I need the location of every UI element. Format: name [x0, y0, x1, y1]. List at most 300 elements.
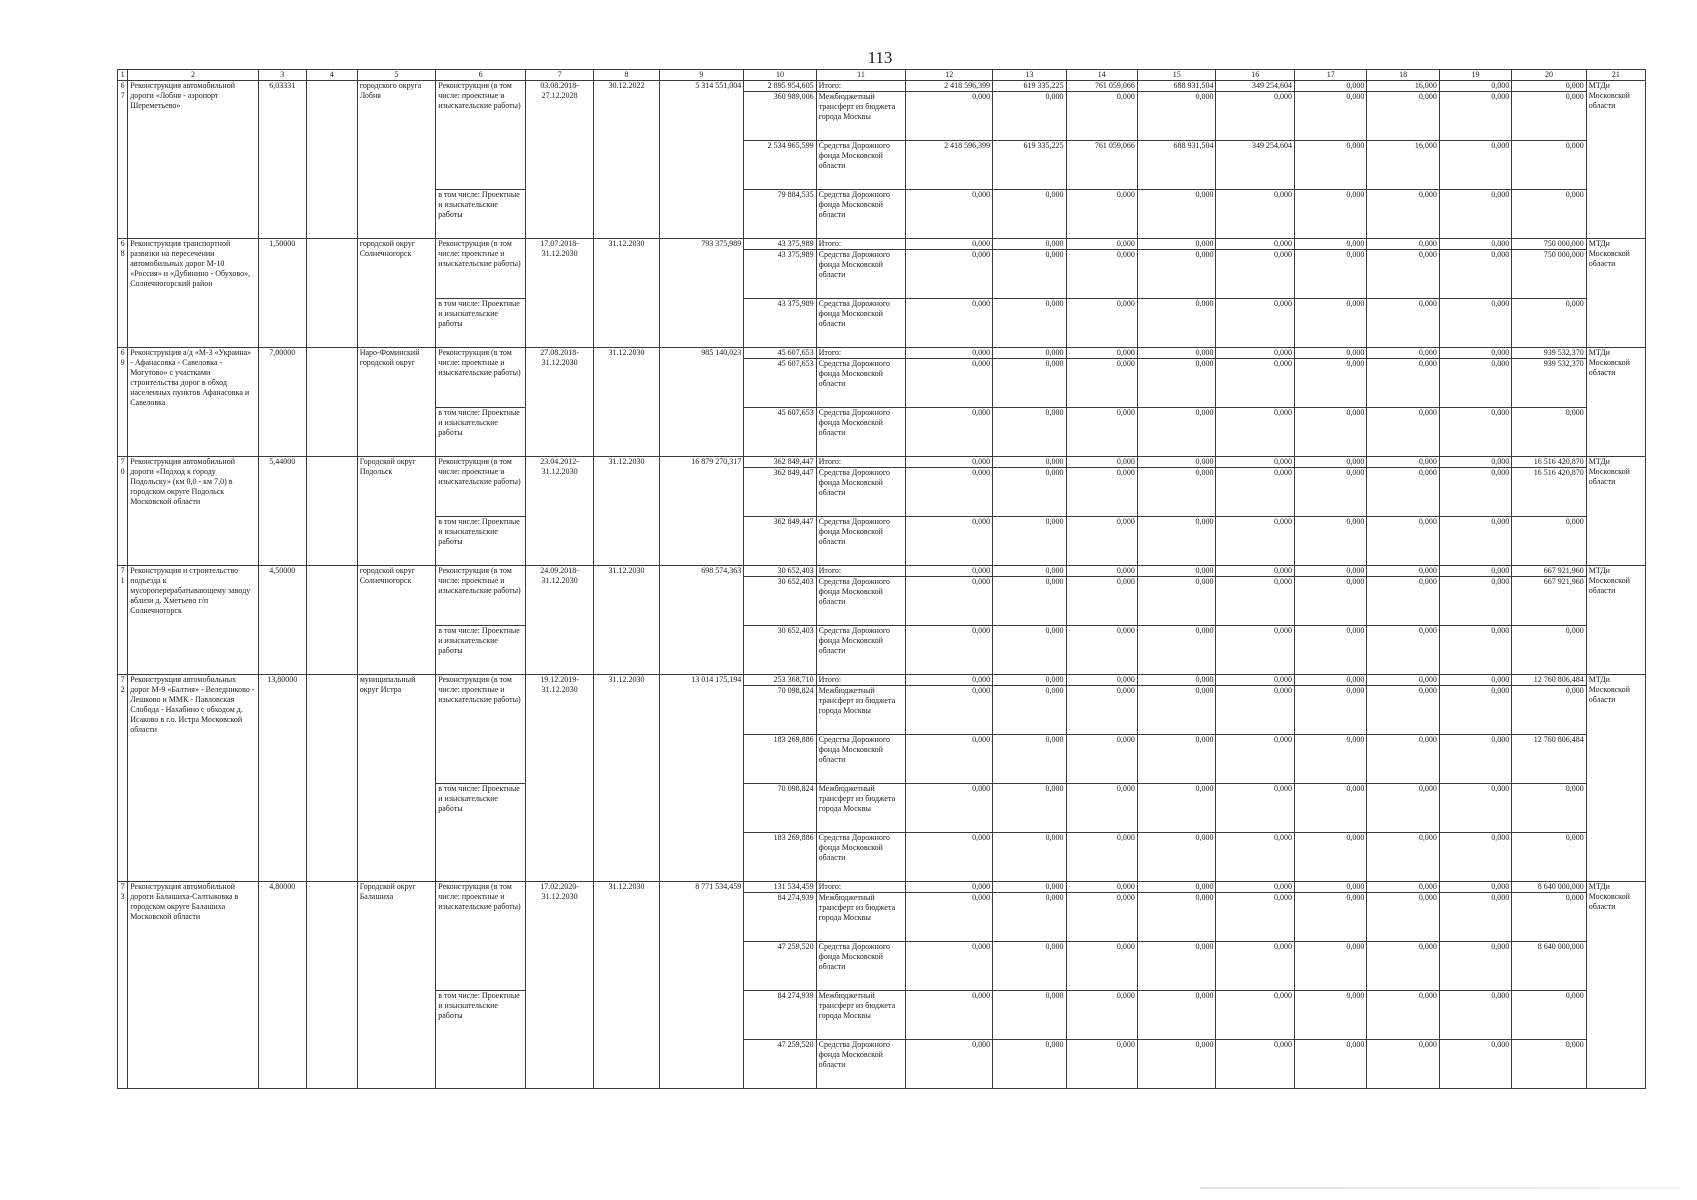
column-number: 16: [1216, 70, 1295, 81]
row-sum: 360 989,006: [744, 92, 816, 141]
total-sum: 2 895 954,605: [744, 81, 816, 92]
amount-cell: 0,000: [993, 359, 1066, 408]
customer-name: МТДи Московской области: [1586, 81, 1645, 239]
amount-cell: 0,000: [993, 92, 1066, 141]
customer-name: МТДи Московской области: [1586, 675, 1645, 882]
funding-source: Межбюджетный трансферт из бюджета города Москвы: [816, 991, 906, 1040]
amount-cell: 0,000: [1367, 882, 1439, 893]
amount-cell: 0,000: [1512, 81, 1586, 92]
work-type-main: Реконструкция (в том числе: проектные и изыскательские работы): [436, 457, 526, 517]
amount-cell: 667 921,960: [1512, 566, 1586, 577]
amount-cell: 0,000: [1137, 250, 1216, 299]
amount-cell: 0,000: [1294, 348, 1366, 359]
amount-cell: 0,000: [1439, 942, 1511, 991]
column-number-row: [118, 70, 1646, 81]
amount-cell: 0,000: [1216, 784, 1295, 833]
total-label: Итого:: [816, 348, 906, 359]
amount-cell: 0,000: [1439, 299, 1511, 348]
amount-cell: 0,000: [1066, 190, 1137, 239]
amount-cell: 0,000: [1512, 833, 1586, 882]
amount-cell: 0,000: [1367, 239, 1439, 250]
amount-cell: 0,000: [906, 239, 993, 250]
amount-cell: 0,000: [1066, 517, 1137, 566]
cost-value: 8 771 534,459: [659, 882, 744, 1089]
amount-cell: 688 931,504: [1137, 81, 1216, 92]
work-type-main: Реконструкция (в том числе: проектные и изыскательские работы): [436, 81, 526, 190]
amount-cell: 0,000: [1439, 239, 1511, 250]
object-name: Реконструкция транспортной развязки на пересечении автомобильных дорог М-10 «Россия» и «Дубинино - Обухово», Солнечногорский район: [128, 239, 259, 348]
amount-cell: 0,000: [1137, 348, 1216, 359]
row-sum: 362 849,447: [744, 517, 816, 566]
amount-cell: 0,000: [1066, 675, 1137, 686]
amount-cell: 0,000: [1137, 942, 1216, 991]
amount-cell: 750 000,000: [1512, 239, 1586, 250]
amount-cell: 0,000: [1137, 239, 1216, 250]
row-sum: 43 375,989: [744, 299, 816, 348]
column-number: 19: [1439, 70, 1511, 81]
amount-cell: 0,000: [1439, 577, 1511, 626]
amount-cell: 0,000: [1066, 833, 1137, 882]
amount-cell: 0,000: [1367, 686, 1439, 735]
funding-source: Межбюджетный трансферт из бюджета города Москвы: [816, 784, 906, 833]
amount-cell: 939 532,370: [1512, 359, 1586, 408]
amount-cell: 0,000: [1137, 92, 1216, 141]
amount-cell: 0,000: [1367, 893, 1439, 942]
total-sum: 131 534,459: [744, 882, 816, 893]
end-date: 31.12.2030: [594, 457, 659, 566]
amount-cell: 688 931,504: [1137, 141, 1216, 190]
work-type-main: Реконструкция (в том числе: проектные и изыскательские работы): [436, 239, 526, 299]
amount-cell: 0,000: [1294, 1040, 1366, 1089]
funding-source: Средства Дорожного фонда Московской области: [816, 577, 906, 626]
row-sum: 2 534 965,599: [744, 141, 816, 190]
total-label: Итого:: [816, 239, 906, 250]
cost-value: 16 879 270,317: [659, 457, 744, 566]
amount-cell: 0,000: [1367, 675, 1439, 686]
amount-cell: 0,000: [1137, 1040, 1216, 1089]
amount-cell: 0,000: [993, 348, 1066, 359]
amount-cell: 0,000: [906, 675, 993, 686]
amount-cell: 0,000: [993, 299, 1066, 348]
amount-cell: 0,000: [1367, 190, 1439, 239]
amount-cell: 0,000: [906, 190, 993, 239]
amount-cell: 0,000: [1216, 408, 1295, 457]
row-number: 71: [118, 566, 128, 675]
amount-cell: 0,000: [1216, 626, 1295, 675]
amount-cell: 0,000: [1367, 991, 1439, 1040]
amount-cell: 0,000: [1512, 784, 1586, 833]
row-sum: 43 375,989: [744, 250, 816, 299]
amount-cell: 0,000: [1066, 577, 1137, 626]
column-number: 13: [993, 70, 1066, 81]
amount-cell: 0,000: [1294, 359, 1366, 408]
period-dates: 27.08.2018-31.12.2030: [525, 348, 593, 457]
amount-cell: 8 640 000,000: [1512, 882, 1586, 893]
amount-cell: 0,000: [1367, 566, 1439, 577]
amount-cell: 0,000: [1066, 299, 1137, 348]
amount-cell: 8 640 000,000: [1512, 942, 1586, 991]
row-sum: 45 607,653: [744, 408, 816, 457]
end-date: 31.12.2030: [594, 882, 659, 1089]
table-row: [118, 239, 1646, 250]
amount-cell: 0,000: [1066, 784, 1137, 833]
amount-cell: 0,000: [1439, 833, 1511, 882]
amount-cell: 0,000: [1066, 566, 1137, 577]
amount-cell: 0,000: [1294, 577, 1366, 626]
amount-cell: 0,000: [1216, 675, 1295, 686]
total-sum: 45 607,653: [744, 348, 816, 359]
work-type-main: Реконструкция (в том числе: проектные и изыскательские работы): [436, 882, 526, 991]
amount-cell: 0,000: [1294, 299, 1366, 348]
amount-cell: 349 254,604: [1216, 81, 1295, 92]
work-type-sub: в том числе: Проектные и изыскательские работы: [436, 190, 526, 239]
amount-cell: 0,000: [1216, 250, 1295, 299]
amount-cell: 0,000: [1439, 359, 1511, 408]
amount-cell: 0,000: [1294, 882, 1366, 893]
amount-cell: 16,000: [1367, 141, 1439, 190]
funding-source: Средства Дорожного фонда Московской области: [816, 1040, 906, 1089]
column-number: 14: [1066, 70, 1137, 81]
amount-cell: 0,000: [906, 408, 993, 457]
amount-cell: 0,000: [1439, 626, 1511, 675]
amount-cell: 0,000: [1439, 566, 1511, 577]
amount-cell: 0,000: [1294, 991, 1366, 1040]
amount-cell: 0,000: [906, 92, 993, 141]
customer-name: МТДи Московской области: [1586, 348, 1645, 457]
column-number: 8: [594, 70, 659, 81]
amount-cell: 0,000: [1137, 675, 1216, 686]
column-number: 10: [744, 70, 816, 81]
funding-source: Средства Дорожного фонда Московской области: [816, 833, 906, 882]
row-sum: 84 274,939: [744, 893, 816, 942]
amount-cell: 0,000: [1216, 942, 1295, 991]
total-label: Итого:: [816, 882, 906, 893]
amount-cell: 0,000: [1439, 141, 1511, 190]
total-label: Итого:: [816, 81, 906, 92]
amount-cell: 0,000: [1216, 190, 1295, 239]
amount-cell: 0,000: [1137, 735, 1216, 784]
amount-cell: 0,000: [1439, 784, 1511, 833]
row-sum: 30 652,403: [744, 626, 816, 675]
amount-cell: 0,000: [1294, 784, 1366, 833]
total-sum: 362 849,447: [744, 457, 816, 468]
amount-cell: 0,000: [1367, 577, 1439, 626]
amount-cell: 0,000: [993, 239, 1066, 250]
amount-cell: 0,000: [1439, 190, 1511, 239]
amount-cell: 0,000: [1512, 991, 1586, 1040]
amount-cell: 0,000: [1294, 468, 1366, 517]
object-name: Реконструкция а/д «М-3 «Украина» - Афанасовка - Савеловка - Могутово» с участками строительства дорог в обход населенных пунктов Афанасовка и Савеловка: [128, 348, 259, 457]
period-dates: 19.12.2019-31.12.2030: [525, 675, 593, 882]
amount-cell: 0,000: [1512, 517, 1586, 566]
amount-cell: 0,000: [1216, 92, 1295, 141]
amount-cell: 0,000: [993, 1040, 1066, 1089]
funding-source: Средства Дорожного фонда Московской области: [816, 942, 906, 991]
cost-value: 13 014 175,194: [659, 675, 744, 882]
amount-cell: 0,000: [906, 457, 993, 468]
territory-name: городского округа Лобня: [357, 81, 436, 239]
funding-source: Межбюджетный трансферт из бюджета города Москвы: [816, 686, 906, 735]
row-sum: 183 269,886: [744, 833, 816, 882]
amount-cell: 0,000: [1294, 81, 1366, 92]
empty-cell: [306, 457, 357, 566]
row-sum: 30 652,403: [744, 577, 816, 626]
funding-source: Средства Дорожного фонда Московской области: [816, 359, 906, 408]
amount-cell: 0,000: [1439, 92, 1511, 141]
amount-cell: 0,000: [1137, 468, 1216, 517]
amount-cell: 0,000: [1439, 348, 1511, 359]
amount-cell: 0,000: [1294, 190, 1366, 239]
amount-cell: 0,000: [1137, 686, 1216, 735]
column-number: 7: [525, 70, 593, 81]
amount-cell: 0,000: [1367, 942, 1439, 991]
amount-cell: 0,000: [1367, 408, 1439, 457]
amount-cell: 0,000: [906, 359, 993, 408]
amount-cell: 0,000: [1137, 566, 1216, 577]
amount-cell: 0,000: [1216, 468, 1295, 517]
funding-source: Средства Дорожного фонда Московской области: [816, 626, 906, 675]
period-dates: 03.08.2018-27.12.2028: [525, 81, 593, 239]
amount-cell: 0,000: [1066, 882, 1137, 893]
column-number: 9: [659, 70, 744, 81]
amount-cell: 16 516 420,870: [1512, 468, 1586, 517]
object-name: Реконструкция и строительство подъезда к мусороперерабатывающему заводу вблизи д. Хметьево г/п Солнечногорск: [128, 566, 259, 675]
amount-cell: 0,000: [993, 991, 1066, 1040]
cost-value: 5 314 551,004: [659, 81, 744, 239]
amount-cell: 0,000: [1439, 675, 1511, 686]
amount-cell: 12 760 806,484: [1512, 675, 1586, 686]
row-sum: 183 269,886: [744, 735, 816, 784]
amount-cell: 0,000: [993, 190, 1066, 239]
funding-source: Межбюджетный трансферт из бюджета города Москвы: [816, 92, 906, 141]
amount-cell: 0,000: [1216, 686, 1295, 735]
amount-cell: 619 335,225: [993, 141, 1066, 190]
amount-cell: 0,000: [906, 468, 993, 517]
amount-cell: 0,000: [1137, 991, 1216, 1040]
amount-cell: 0,000: [1367, 626, 1439, 675]
row-sum: 70 098,824: [744, 784, 816, 833]
length-value: 4,50000: [258, 566, 306, 675]
amount-cell: 0,000: [1367, 92, 1439, 141]
amount-cell: 0,000: [1137, 517, 1216, 566]
amount-cell: 0,000: [906, 784, 993, 833]
amount-cell: 0,000: [1066, 893, 1137, 942]
territory-name: Городской округ Подольск: [357, 457, 436, 566]
row-sum: 47 259,520: [744, 1040, 816, 1089]
amount-cell: 0,000: [1066, 250, 1137, 299]
amount-cell: 0,000: [1216, 566, 1295, 577]
amount-cell: 0,000: [1367, 250, 1439, 299]
amount-cell: 0,000: [1367, 299, 1439, 348]
row-sum: 84 274,939: [744, 991, 816, 1040]
amount-cell: 2 418 596,399: [906, 141, 993, 190]
period-dates: 17.07.2018-31.12.2030: [525, 239, 593, 348]
amount-cell: 0,000: [1367, 468, 1439, 517]
amount-cell: 0,000: [1512, 626, 1586, 675]
territory-name: муниципальный округ Истра: [357, 675, 436, 882]
amount-cell: 0,000: [1439, 517, 1511, 566]
amount-cell: 0,000: [1294, 893, 1366, 942]
amount-cell: 667 921,960: [1512, 577, 1586, 626]
amount-cell: 0,000: [1137, 359, 1216, 408]
work-type-sub: в том числе: Проектные и изыскательские работы: [436, 517, 526, 566]
amount-cell: 0,000: [1512, 686, 1586, 735]
amount-cell: 0,000: [1294, 517, 1366, 566]
row-sum: 362 849,447: [744, 468, 816, 517]
cost-value: 698 574,363: [659, 566, 744, 675]
amount-cell: 0,000: [1512, 299, 1586, 348]
length-value: 1,50000: [258, 239, 306, 348]
amount-cell: 761 059,066: [1066, 141, 1137, 190]
amount-cell: 0,000: [1216, 299, 1295, 348]
territory-name: городской округ Солнечногорск: [357, 239, 436, 348]
total-label: Итого:: [816, 675, 906, 686]
amount-cell: 0,000: [1294, 239, 1366, 250]
amount-cell: 0,000: [993, 457, 1066, 468]
period-dates: 17.02.2020-31.12.2030: [525, 882, 593, 1089]
work-type-sub: в том числе: Проектные и изыскательские работы: [436, 299, 526, 348]
total-sum: 43 375,989: [744, 239, 816, 250]
funding-source: Средства Дорожного фонда Московской области: [816, 468, 906, 517]
amount-cell: 0,000: [1439, 735, 1511, 784]
table-row: [118, 882, 1646, 893]
amount-cell: 0,000: [993, 626, 1066, 675]
work-type-main: Реконструкция (в том числе: проектные и изыскательские работы): [436, 675, 526, 784]
amount-cell: 0,000: [1294, 942, 1366, 991]
length-value: 7,00000: [258, 348, 306, 457]
amount-cell: 0,000: [993, 577, 1066, 626]
amount-cell: 0,000: [906, 942, 993, 991]
object-name: Реконструкция автомобильной дороги Балашиха-Салтыковка в городском округе Балашиха Московской области: [128, 882, 259, 1089]
row-number: 69: [118, 348, 128, 457]
amount-cell: 0,000: [1439, 408, 1511, 457]
amount-cell: 0,000: [1137, 833, 1216, 882]
amount-cell: 0,000: [906, 686, 993, 735]
amount-cell: 0,000: [1439, 250, 1511, 299]
amount-cell: 0,000: [1294, 141, 1366, 190]
amount-cell: 0,000: [1066, 686, 1137, 735]
amount-cell: 0,000: [906, 991, 993, 1040]
column-number: 15: [1137, 70, 1216, 81]
empty-cell: [306, 239, 357, 348]
amount-cell: 750 000,000: [1512, 250, 1586, 299]
column-number: 11: [816, 70, 906, 81]
amount-cell: 0,000: [1137, 299, 1216, 348]
territory-name: Наро-Фоминский городской округ: [357, 348, 436, 457]
table-row: [118, 81, 1646, 92]
column-number: 4: [306, 70, 357, 81]
table-body: [118, 81, 1646, 1089]
amount-cell: 0,000: [1512, 893, 1586, 942]
amount-cell: 0,000: [1367, 784, 1439, 833]
amount-cell: 0,000: [993, 566, 1066, 577]
amount-cell: 0,000: [906, 626, 993, 675]
column-number: 6: [436, 70, 526, 81]
column-number: 12: [906, 70, 993, 81]
cost-value: 793 375,989: [659, 239, 744, 348]
row-number: 73: [118, 882, 128, 1089]
amount-cell: 0,000: [1137, 457, 1216, 468]
column-number: 1: [118, 70, 128, 81]
work-type-main: Реконструкция (в том числе: проектные и изыскательские работы): [436, 348, 526, 408]
empty-cell: [306, 882, 357, 1089]
total-label: Итого:: [816, 566, 906, 577]
length-value: 4,80000: [258, 882, 306, 1089]
amount-cell: 0,000: [993, 408, 1066, 457]
column-number: 3: [258, 70, 306, 81]
amount-cell: 0,000: [993, 686, 1066, 735]
row-number: 70: [118, 457, 128, 566]
row-sum: 45 607,653: [744, 359, 816, 408]
funding-source: Средства Дорожного фонда Московской области: [816, 299, 906, 348]
total-sum: 30 652,403: [744, 566, 816, 577]
amount-cell: 0,000: [1066, 1040, 1137, 1089]
total-label: Итого:: [816, 457, 906, 468]
table-row: [118, 566, 1646, 577]
amount-cell: 0,000: [1294, 408, 1366, 457]
amount-cell: 0,000: [1137, 626, 1216, 675]
amount-cell: 0,000: [1216, 348, 1295, 359]
amount-cell: 0,000: [1367, 517, 1439, 566]
amount-cell: 2 418 596,399: [906, 81, 993, 92]
end-date: 31.12.2030: [594, 239, 659, 348]
amount-cell: 0,000: [1294, 250, 1366, 299]
amount-cell: 0,000: [1216, 735, 1295, 784]
amount-cell: 0,000: [1512, 1040, 1586, 1089]
amount-cell: 0,000: [906, 833, 993, 882]
amount-cell: 0,000: [1216, 1040, 1295, 1089]
amount-cell: 0,000: [1216, 457, 1295, 468]
amount-cell: 0,000: [906, 893, 993, 942]
amount-cell: 0,000: [1216, 517, 1295, 566]
program-table: [117, 69, 1646, 1089]
amount-cell: 939 532,370: [1512, 348, 1586, 359]
work-type-sub: в том числе: Проектные и изыскательские работы: [436, 408, 526, 457]
amount-cell: 0,000: [1216, 359, 1295, 408]
amount-cell: 0,000: [1367, 348, 1439, 359]
amount-cell: 0,000: [906, 250, 993, 299]
amount-cell: 0,000: [1439, 81, 1511, 92]
amount-cell: 0,000: [1294, 566, 1366, 577]
amount-cell: 0,000: [1066, 348, 1137, 359]
length-value: 6,03331: [258, 81, 306, 239]
column-number: 2: [128, 70, 259, 81]
amount-cell: 0,000: [993, 784, 1066, 833]
empty-cell: [306, 675, 357, 882]
amount-cell: 0,000: [1512, 141, 1586, 190]
amount-cell: 0,000: [1294, 675, 1366, 686]
amount-cell: 0,000: [906, 517, 993, 566]
customer-name: МТДи Московской области: [1586, 239, 1645, 348]
amount-cell: 0,000: [1367, 457, 1439, 468]
amount-cell: 0,000: [1367, 735, 1439, 784]
amount-cell: 0,000: [1066, 457, 1137, 468]
amount-cell: 0,000: [1137, 577, 1216, 626]
amount-cell: 619 335,225: [993, 81, 1066, 92]
amount-cell: 0,000: [1137, 408, 1216, 457]
row-sum: 79 884,535: [744, 190, 816, 239]
amount-cell: 0,000: [1367, 359, 1439, 408]
amount-cell: 0,000: [1066, 991, 1137, 1040]
amount-cell: 0,000: [1367, 833, 1439, 882]
amount-cell: 0,000: [906, 566, 993, 577]
cost-value: 985 140,023: [659, 348, 744, 457]
amount-cell: 0,000: [1137, 893, 1216, 942]
amount-cell: 0,000: [993, 833, 1066, 882]
amount-cell: 0,000: [1439, 457, 1511, 468]
total-sum: 253 368,710: [744, 675, 816, 686]
amount-cell: 0,000: [1216, 577, 1295, 626]
